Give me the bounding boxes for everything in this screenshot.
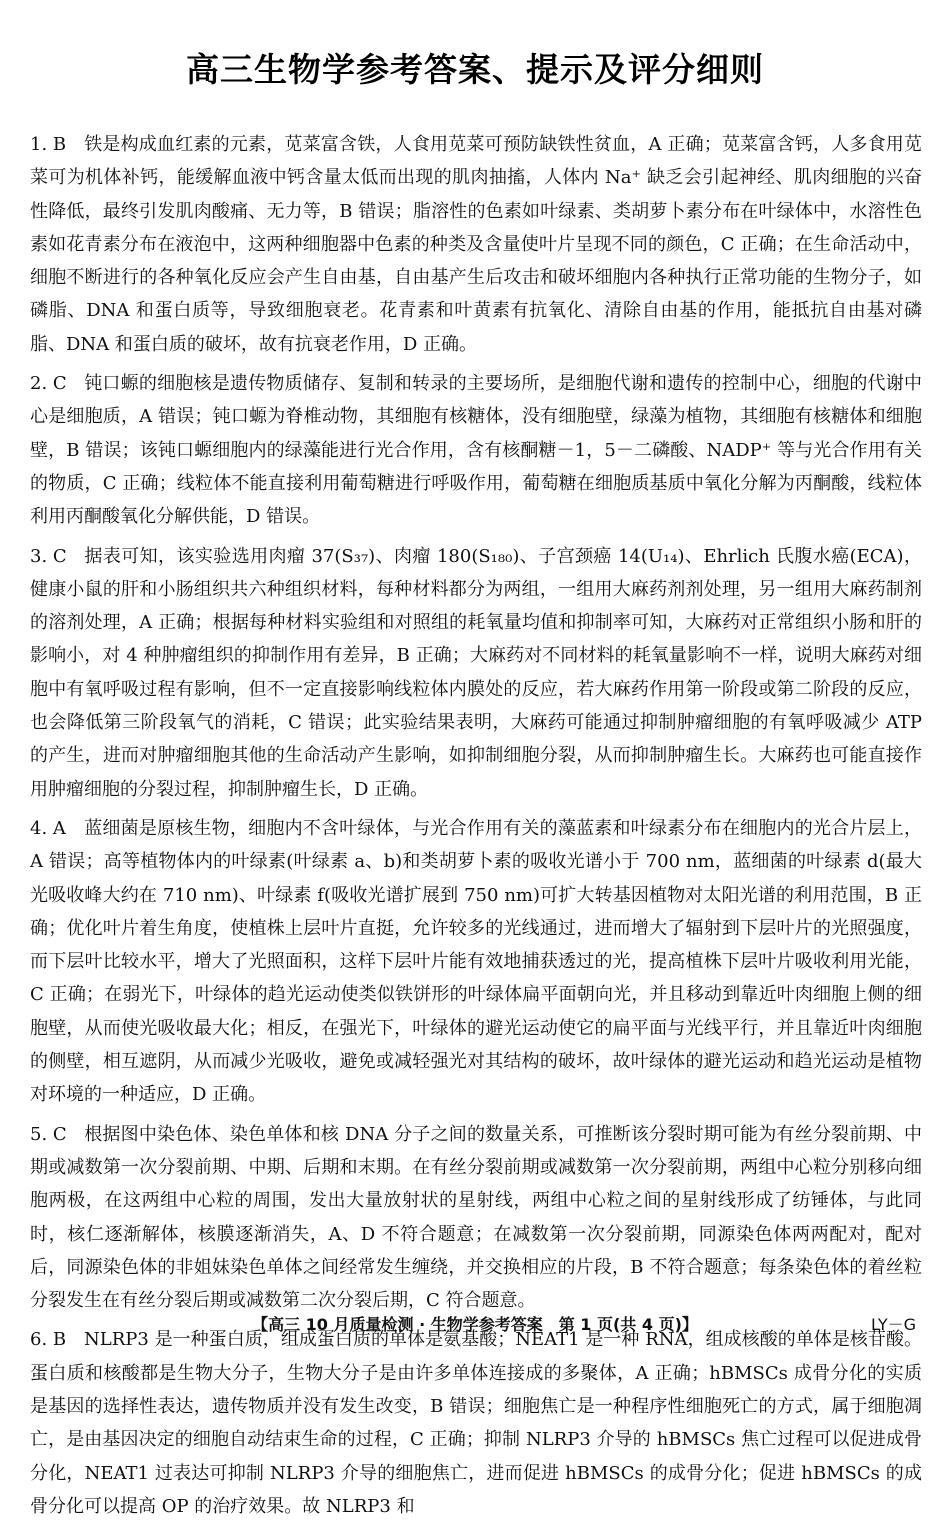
answer-explanation: 铁是构成血红素的元素，苋菜富含铁，人食用苋菜可预防缺铁性贫血，A 正确；苋菜富含钙，人多食用苋菜可为机体补钙，能缓解血液中钙含量太低而出现的肌肉抽搐，人体内 Na⁺ 缺乏会引起神经、肌肉细胞的兴奋性降低，最终引发肌肉酸痛、无力等，B 错误；脂溶性的色素如叶绿素、类胡萝卜素分布在叶绿体中，水溶性色素如花青素分布在液泡中，这两种细胞器中色素的种类及含量使叶片呈现不同的颜色，C 正确；在生命活动中，细胞不断进行的各种氧化反应会产生自由基，自由基产生后攻击和破坏细胞内各种执行正常功能的生物分子，如磷脂、DNA 和蛋白质等，导致细胞衰老。花青素和叶黄素有抗氧化、清除自由基的作用，能抵抗自由基对磷脂、DNA 和蛋白质的破坏，故有抗衰老作用，D 正确。 [30, 134, 922, 355]
answer-explanation: 钝口螈的细胞核是遗传物质储存、复制和转录的主要场所，是细胞代谢和遗传的控制中心，细胞的代谢中心是细胞质，A 错误；钝口螈为脊椎动物，其细胞有核糖体，没有细胞壁，绿藻为植物，其细胞有核糖体和细胞壁，B 错误；该钝口螈细胞内的绿藻能进行光合作用，含有核酮糖－1，5－二磷酸、NADP⁺ 等与光合作用有关的物质，C 正确；线粒体不能直接利用葡萄糖进行呼吸作用，葡萄糖在细胞质基质中氧化分解为丙酮酸，线粒体利用丙酮酸氧化分解供能，D 错误。 [30, 373, 922, 528]
answer-number: 3. C [30, 545, 67, 567]
page-footer [0, 1310, 950, 1338]
answer-item-4 [30, 812, 922, 1112]
answer-item-5 [30, 1118, 922, 1318]
answer-explanation: NLRP3 是一种蛋白质，组成蛋白质的单体是氨基酸；NEAT1 是一种 RNA，组成核酸的单体是核苷酸。蛋白质和核酸都是生物大分子，生物大分子是由许多单体连接成的多聚体，A 正确；hBMSCs 成骨分化的实质是基因的选择性表达，遗传物质并没有发生改变，B 错误；细胞焦亡是一种程序性细胞死亡的方式，属于细胞凋亡，是由基因决定的细胞自动结束生命的过程，C 正确；抑制 NLRP3 介导的 hBMSCs 焦亡过程可以促进成骨分化，NEAT1 过表达可抑制 NLRP3 介导的细胞焦亡，进而促进 hBMSCs 的成骨分化；促进 hBMSCs 的成骨分化可以提高 OP 的治疗效果。故 NLRP3 和 [30, 1329, 922, 1517]
answer-explanation: 据表可知，该实验选用肉瘤 37(S₃₇)、肉瘤 180(S₁₈₀)、子宫颈癌 14(U₁₄)、Ehrlich 氏腹水癌(ECA)，健康小鼠的肝和小肠组织共六种组织材料，每种材料都分为两组，一组用大麻药剂剂处理，另一组用大麻药制剂的溶剂处理，A 正确；根据每种材料实验组和对照组的耗氧量均值和抑制率可知，大麻药对正常组织小肠和肝的影响小，对 4 种肿瘤组织的抑制作用有差异，B 正确；大麻药对不同材料的耗氧量影响不一样，说明大麻药对细胞中有氧呼吸过程有影响，但不一定直接影响线粒体内膜处的反应，若大麻药作用第一阶段或第二阶段的反应，也会降低第三阶段氧气的消耗，C 错误；此实验结果表明，大麻药可能通过抑制肿瘤细胞的有氧呼吸减少 ATP 的产生，进而对肿瘤细胞其他的生命活动产生影响，如抑制细胞分裂，从而抑制肿瘤生长。大麻药也可能直接作用肿瘤细胞的分裂过程，抑制肿瘤生长，D 正确。 [30, 545, 922, 800]
answer-item-3 [30, 540, 922, 806]
answer-explanation: 根据图中染色体、染色单体和核 DNA 分子之间的数量关系，可推断该分裂时期可能为有丝分裂前期、中期或减数第一次分裂前期、中期、后期和末期。在有丝分裂前期或减数第一次分裂前期，两组中心粒分别移向细胞两极，在这两组中心粒的周围，发出大量放射状的星射线，两组中心粒之间的星射线形成了纺锤体，与此同时，核仁逐渐解体，核膜逐渐消失，A、D 不符合题意；在减数第一次分裂前期，同源染色体两两配对，配对后，同源染色体的非姐妹染色单体之间经常发生缠绕，并交换相应的片段，B 不符合题意；每条染色体的着丝粒分裂发生在有丝分裂后期或减数第二次分裂后期，C 符合题意。 [30, 1123, 922, 1312]
answer-number: 4. A [30, 817, 66, 839]
footer-code: LY－G [871, 1315, 916, 1334]
answer-number: 5. C [30, 1123, 67, 1145]
answer-item-6 [30, 1323, 922, 1523]
answer-number: 6. B [30, 1329, 67, 1351]
answer-number: 2. C [30, 373, 67, 395]
answer-item-1 [30, 128, 922, 361]
answer-item-2 [30, 367, 922, 533]
answer-number: 1. B [30, 134, 67, 155]
answer-explanation: 蓝细菌是原核生物，细胞内不含叶绿体，与光合作用有关的藻蓝素和叶绿素分布在细胞内的光合片层上，A 错误；高等植物体内的叶绿素(叶绿素 a、b)和类胡萝卜素的吸收光谱小于 700 nm，蓝细菌的叶绿素 d(最大光吸收峰大约在 710 nm)、叶绿素 f(吸收光谱扩展到 750 nm)可扩大转基因植物对太阳光谱的利用范围，B 正确；优化叶片着生角度，使植株上层叶片直挺，允许较多的光线通过，进而增大了辐射到下层叶片的光照强度，而下层叶比较水平，增大了光照面积，这样下层叶片能有效地捕获透过的光，提高植株下层叶片吸收利用光能，C 正确；在弱光下，叶绿体的趋光运动使类似铁饼形的叶绿体扁平面朝向光，并且移动到靠近叶肉细胞上侧的细胞壁，从而使光吸收最大化；相反，在强光下，叶绿体的避光运动使它的扁平面与光线平行，并且靠近叶肉细胞的侧壁，相互遮阴，从而减少光吸收，避免或减轻强光对其结构的破坏，故叶绿体的避光运动和趋光运动是植物对环境的一种适应，D 正确。 [30, 817, 922, 1106]
page-title: 高三生物学参考答案、提示及评分细则 [186, 50, 764, 89]
footer-page-info: 【高三 10 月质量检测 · 生物学参考答案 第 1 页(共 4 页)】 [252, 1315, 698, 1334]
